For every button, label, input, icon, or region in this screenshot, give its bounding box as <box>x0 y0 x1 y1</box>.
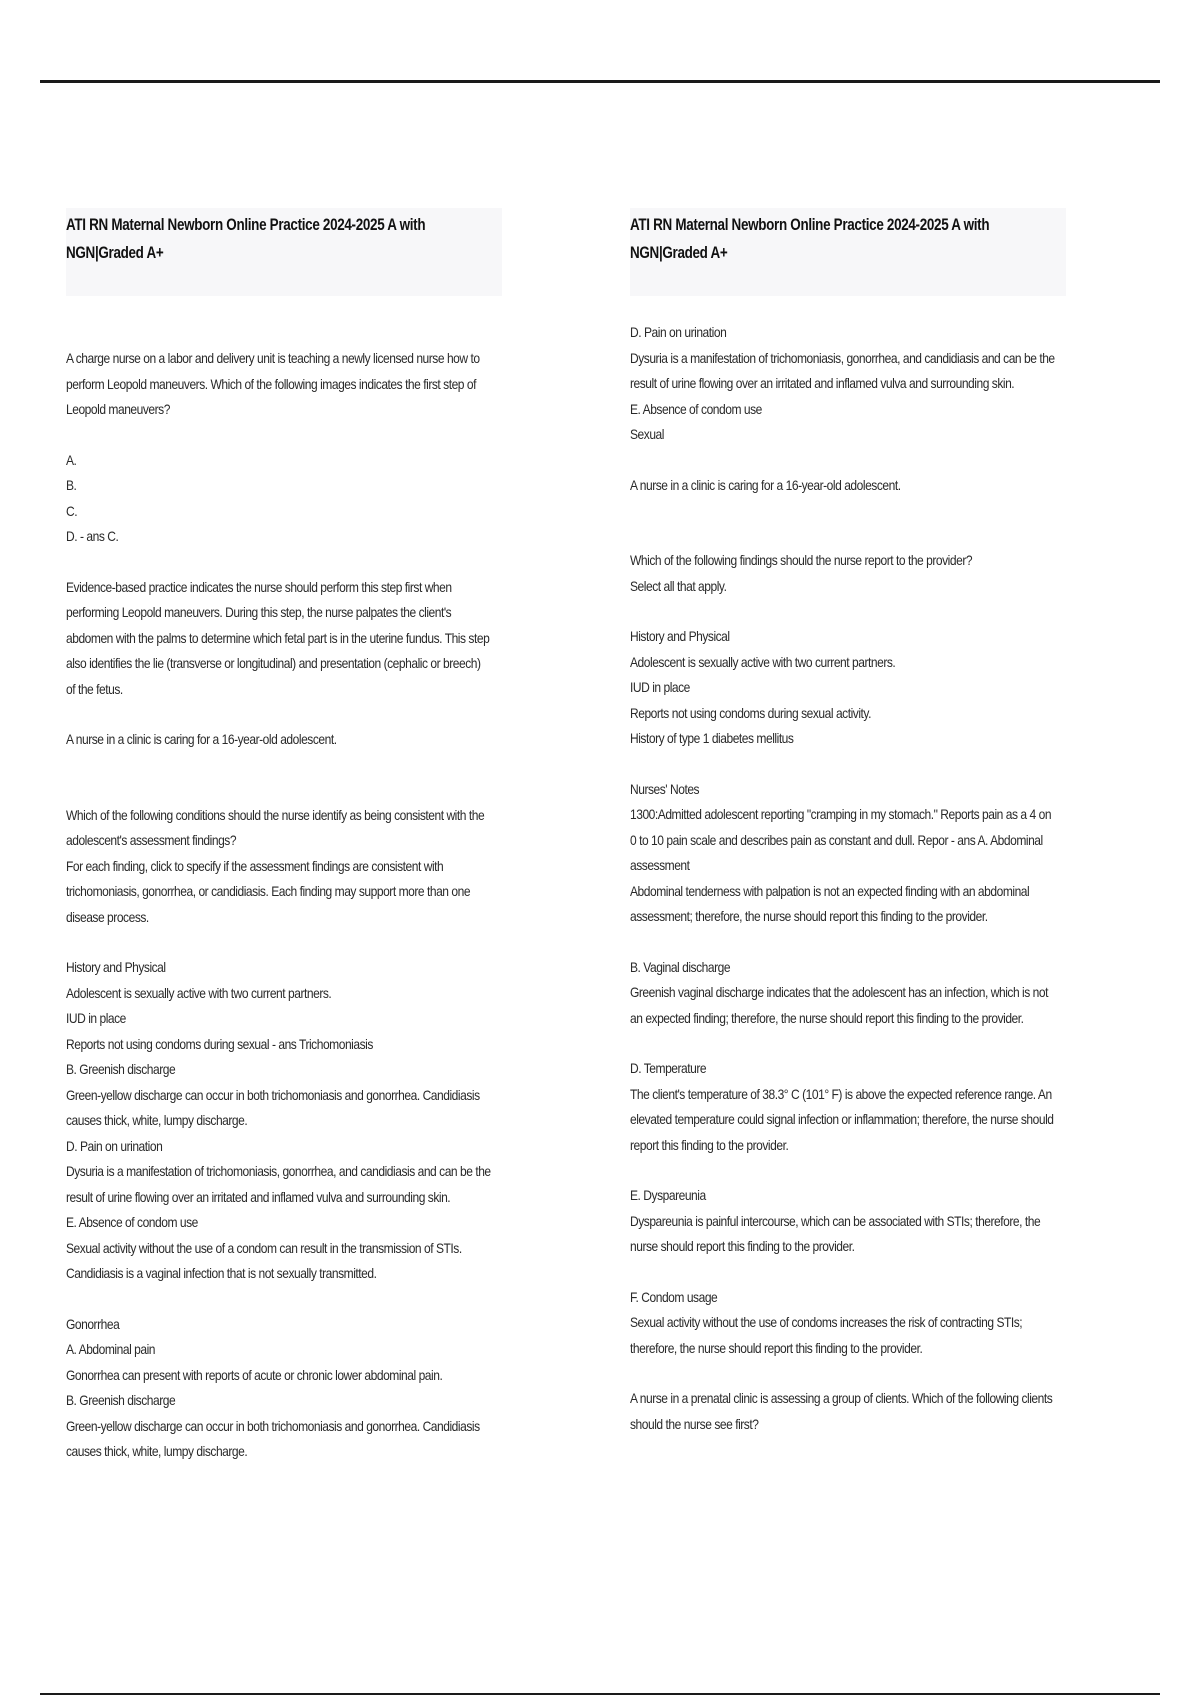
text-line: Gonorrhea can present with reports of acute or chronic lower abdominal pain. <box>66 1366 443 1383</box>
text-line: The client's temperature of 38.3° C (101° F) is above the expected reference range. An <box>630 1085 1052 1102</box>
title-line: ATI RN Maternal Newborn Online Practice 2024-2025 A with <box>66 215 426 234</box>
text-line: Dysuria is a manifestation of trichomoniasis, gonorrhea, and candidiasis and can be the <box>66 1163 491 1179</box>
text-line: assessment <box>630 857 690 873</box>
text-line: Abdominal tenderness with palpation is not an expected finding with an abdominal <box>630 882 1030 899</box>
finding-b <box>630 955 1066 1032</box>
left-header <box>66 208 502 296</box>
bottom-rule <box>40 1693 1160 1695</box>
title-line: ATI RN Maternal Newborn Online Practice 2024-2025 A with <box>630 215 990 234</box>
text-line: adolescent's assessment findings? <box>66 832 237 848</box>
page-title <box>630 211 1062 267</box>
text-line: report this finding to the provider. <box>630 1136 789 1153</box>
top-rule <box>40 80 1160 83</box>
question-conditions <box>66 803 502 931</box>
text-line: Sexual activity without the use of a condom can result in the transmission of STIs. <box>66 1239 462 1256</box>
text-line: D. Pain on urination <box>66 1137 163 1154</box>
finding-d <box>630 1056 1066 1158</box>
text-line: causes thick, white, lumpy discharge. <box>66 1443 248 1459</box>
text-line: Sexual activity without the use of condoms increases the risk of contracting STIs; <box>630 1314 1023 1330</box>
text-line: result of urine flowing over an irritated and inflamed vulva and surrounding skin. <box>630 375 1015 391</box>
title-line: NGN|Graded A+ <box>630 243 728 262</box>
text-line: IUD in place <box>630 679 690 695</box>
text-line: Sexual <box>630 426 664 442</box>
text-line: nurse should report this finding to the provider. <box>630 1238 855 1254</box>
continued-section <box>630 320 1066 448</box>
question-prenatal <box>630 1386 1066 1437</box>
text-line: Which of the following conditions should the nurse identify as being consistent with the <box>66 806 485 823</box>
text-line: Dysuria is a manifestation of trichomoniasis, gonorrhea, and candidiasis and can be the <box>630 349 1055 366</box>
text-line: should the nurse see first? <box>630 1415 759 1432</box>
left-body <box>66 346 502 1465</box>
history-physical-section <box>630 624 1066 752</box>
text-line: performing Leopold maneuvers. During this step, the nurse palpates the client's <box>66 604 452 620</box>
text-line: trichomoniasis, gonorrhea, or candidiasis. Each finding may support more than one <box>66 883 471 899</box>
text-line: 1300:Admitted adolescent reporting "cramping in my stomach." Reports pain as a 4 on <box>630 806 1052 822</box>
option-a: A. <box>66 451 77 468</box>
text-line: Adolescent is sexually active with two current partners. <box>66 984 332 1001</box>
option-b: B. <box>66 477 77 493</box>
section-heading: F. Condom usage <box>630 1288 718 1305</box>
text-line: an expected finding; therefore, the nurse should report this finding to the provider. <box>630 1009 1024 1026</box>
rationale <box>66 575 502 703</box>
text-line: elevated temperature could signal infection or inflammation; therefore, the nurse should <box>630 1111 1054 1127</box>
text-line: Greenish vaginal discharge indicates that the adolescent has an infection, which is not <box>630 984 1048 1000</box>
text-line: Green-yellow discharge can occur in both trichomoniasis and gonorrhea. Candidiasis <box>66 1417 480 1434</box>
text-line: therefore, the nurse should report this finding to the provider. <box>630 1339 923 1356</box>
text-line: Adolescent is sexually active with two current partners. <box>630 653 896 670</box>
text-line: Which of the following findings should the nurse report to the provider? <box>630 552 973 568</box>
option-d: D. - ans C. <box>66 528 119 544</box>
text-line: result of urine flowing over an irritated and inflamed vulva and surrounding skin. <box>66 1188 451 1205</box>
text-line: assessment; therefore, the nurse should report this finding to the provider. <box>630 908 988 924</box>
text-line: A nurse in a prenatal clinic is assessing a group of clients. Which of the following clients <box>630 1390 1053 1406</box>
option-c: C. <box>66 502 78 519</box>
text-line: Green-yellow discharge can occur in both trichomoniasis and gonorrhea. Candidiasis <box>66 1086 480 1103</box>
text-line: E. Absence of condom use <box>66 1214 198 1230</box>
text-line: For each finding, click to specify if the assessment findings are consistent with <box>66 857 444 874</box>
section-heading: E. Dyspareunia <box>630 1187 706 1203</box>
text-line: Reports not using condoms during sexual - ans Trichomoniasis <box>66 1035 373 1052</box>
text-line: D. Pain on urination <box>630 324 727 340</box>
text-line: abdomen with the palms to determine which fetal part is in the uterine fundus. This step <box>66 629 490 646</box>
page-title <box>66 211 498 267</box>
finding-e <box>630 1183 1066 1260</box>
text-line: disease process. <box>66 908 149 925</box>
text-line: also identifies the lie (transverse or longitudinal) and presentation (cephalic or breech) <box>66 655 481 671</box>
right-header <box>630 208 1066 296</box>
text-line: Candidiasis is a vaginal infection that is not sexually transmitted. <box>66 1265 377 1281</box>
text-line: History of type 1 diabetes mellitus <box>630 730 794 746</box>
text-line: causes thick, white, lumpy discharge. <box>66 1112 248 1128</box>
section-heading: Gonorrhea <box>66 1315 120 1332</box>
section-heading: D. Temperature <box>630 1060 707 1076</box>
text-line: A charge nurse on a labor and delivery unit is teaching a newly licensed nurse how to <box>66 350 480 366</box>
text-line: E. Absence of condom use <box>630 400 762 417</box>
text-line: Reports not using condoms during sexual activity. <box>630 704 871 721</box>
section-heading: B. Vaginal discharge <box>630 958 731 975</box>
section-heading: Nurses' Notes <box>630 780 700 797</box>
finding-f <box>630 1285 1066 1362</box>
answer-options <box>66 448 502 550</box>
text-line: perform Leopold maneuvers. Which of the following images indicates the first step of <box>66 375 476 392</box>
text-line: B. Greenish discharge <box>66 1061 176 1077</box>
history-physical-section <box>66 955 502 1287</box>
section-heading: History and Physical <box>66 959 166 975</box>
section-heading: History and Physical <box>630 628 730 644</box>
right-column <box>630 208 1066 1437</box>
text-line: Dyspareunia is painful intercourse, which can be associated with STIs; therefore, the <box>630 1212 1041 1229</box>
text-line: Evidence-based practice indicates the nurse should perform this step first when <box>66 578 452 595</box>
title-line: NGN|Graded A+ <box>66 243 164 262</box>
question-leopold <box>66 346 502 423</box>
nurses-notes-section <box>630 777 1066 930</box>
gonorrhea-section <box>66 1312 502 1465</box>
text-line: Select all that apply. <box>630 577 727 594</box>
text-line: 0 to 10 pain scale and describes pain as constant and dull. Repor - ans A. Abdominal <box>630 831 1043 848</box>
text-line: Leopold maneuvers? <box>66 401 170 417</box>
left-column <box>66 208 502 1465</box>
question-report <box>630 548 1066 599</box>
text-line: IUD in place <box>66 1010 126 1026</box>
text-line: A. Abdominal pain <box>66 1341 156 1357</box>
text-line: B. Greenish discharge <box>66 1392 176 1408</box>
text-line: of the fetus. <box>66 680 123 697</box>
scenario-text: A nurse in a clinic is caring for a 16-year-old adolescent. <box>66 731 337 747</box>
right-body <box>630 320 1066 1437</box>
scenario-text: A nurse in a clinic is caring for a 16-year-old adolescent. <box>630 476 901 493</box>
